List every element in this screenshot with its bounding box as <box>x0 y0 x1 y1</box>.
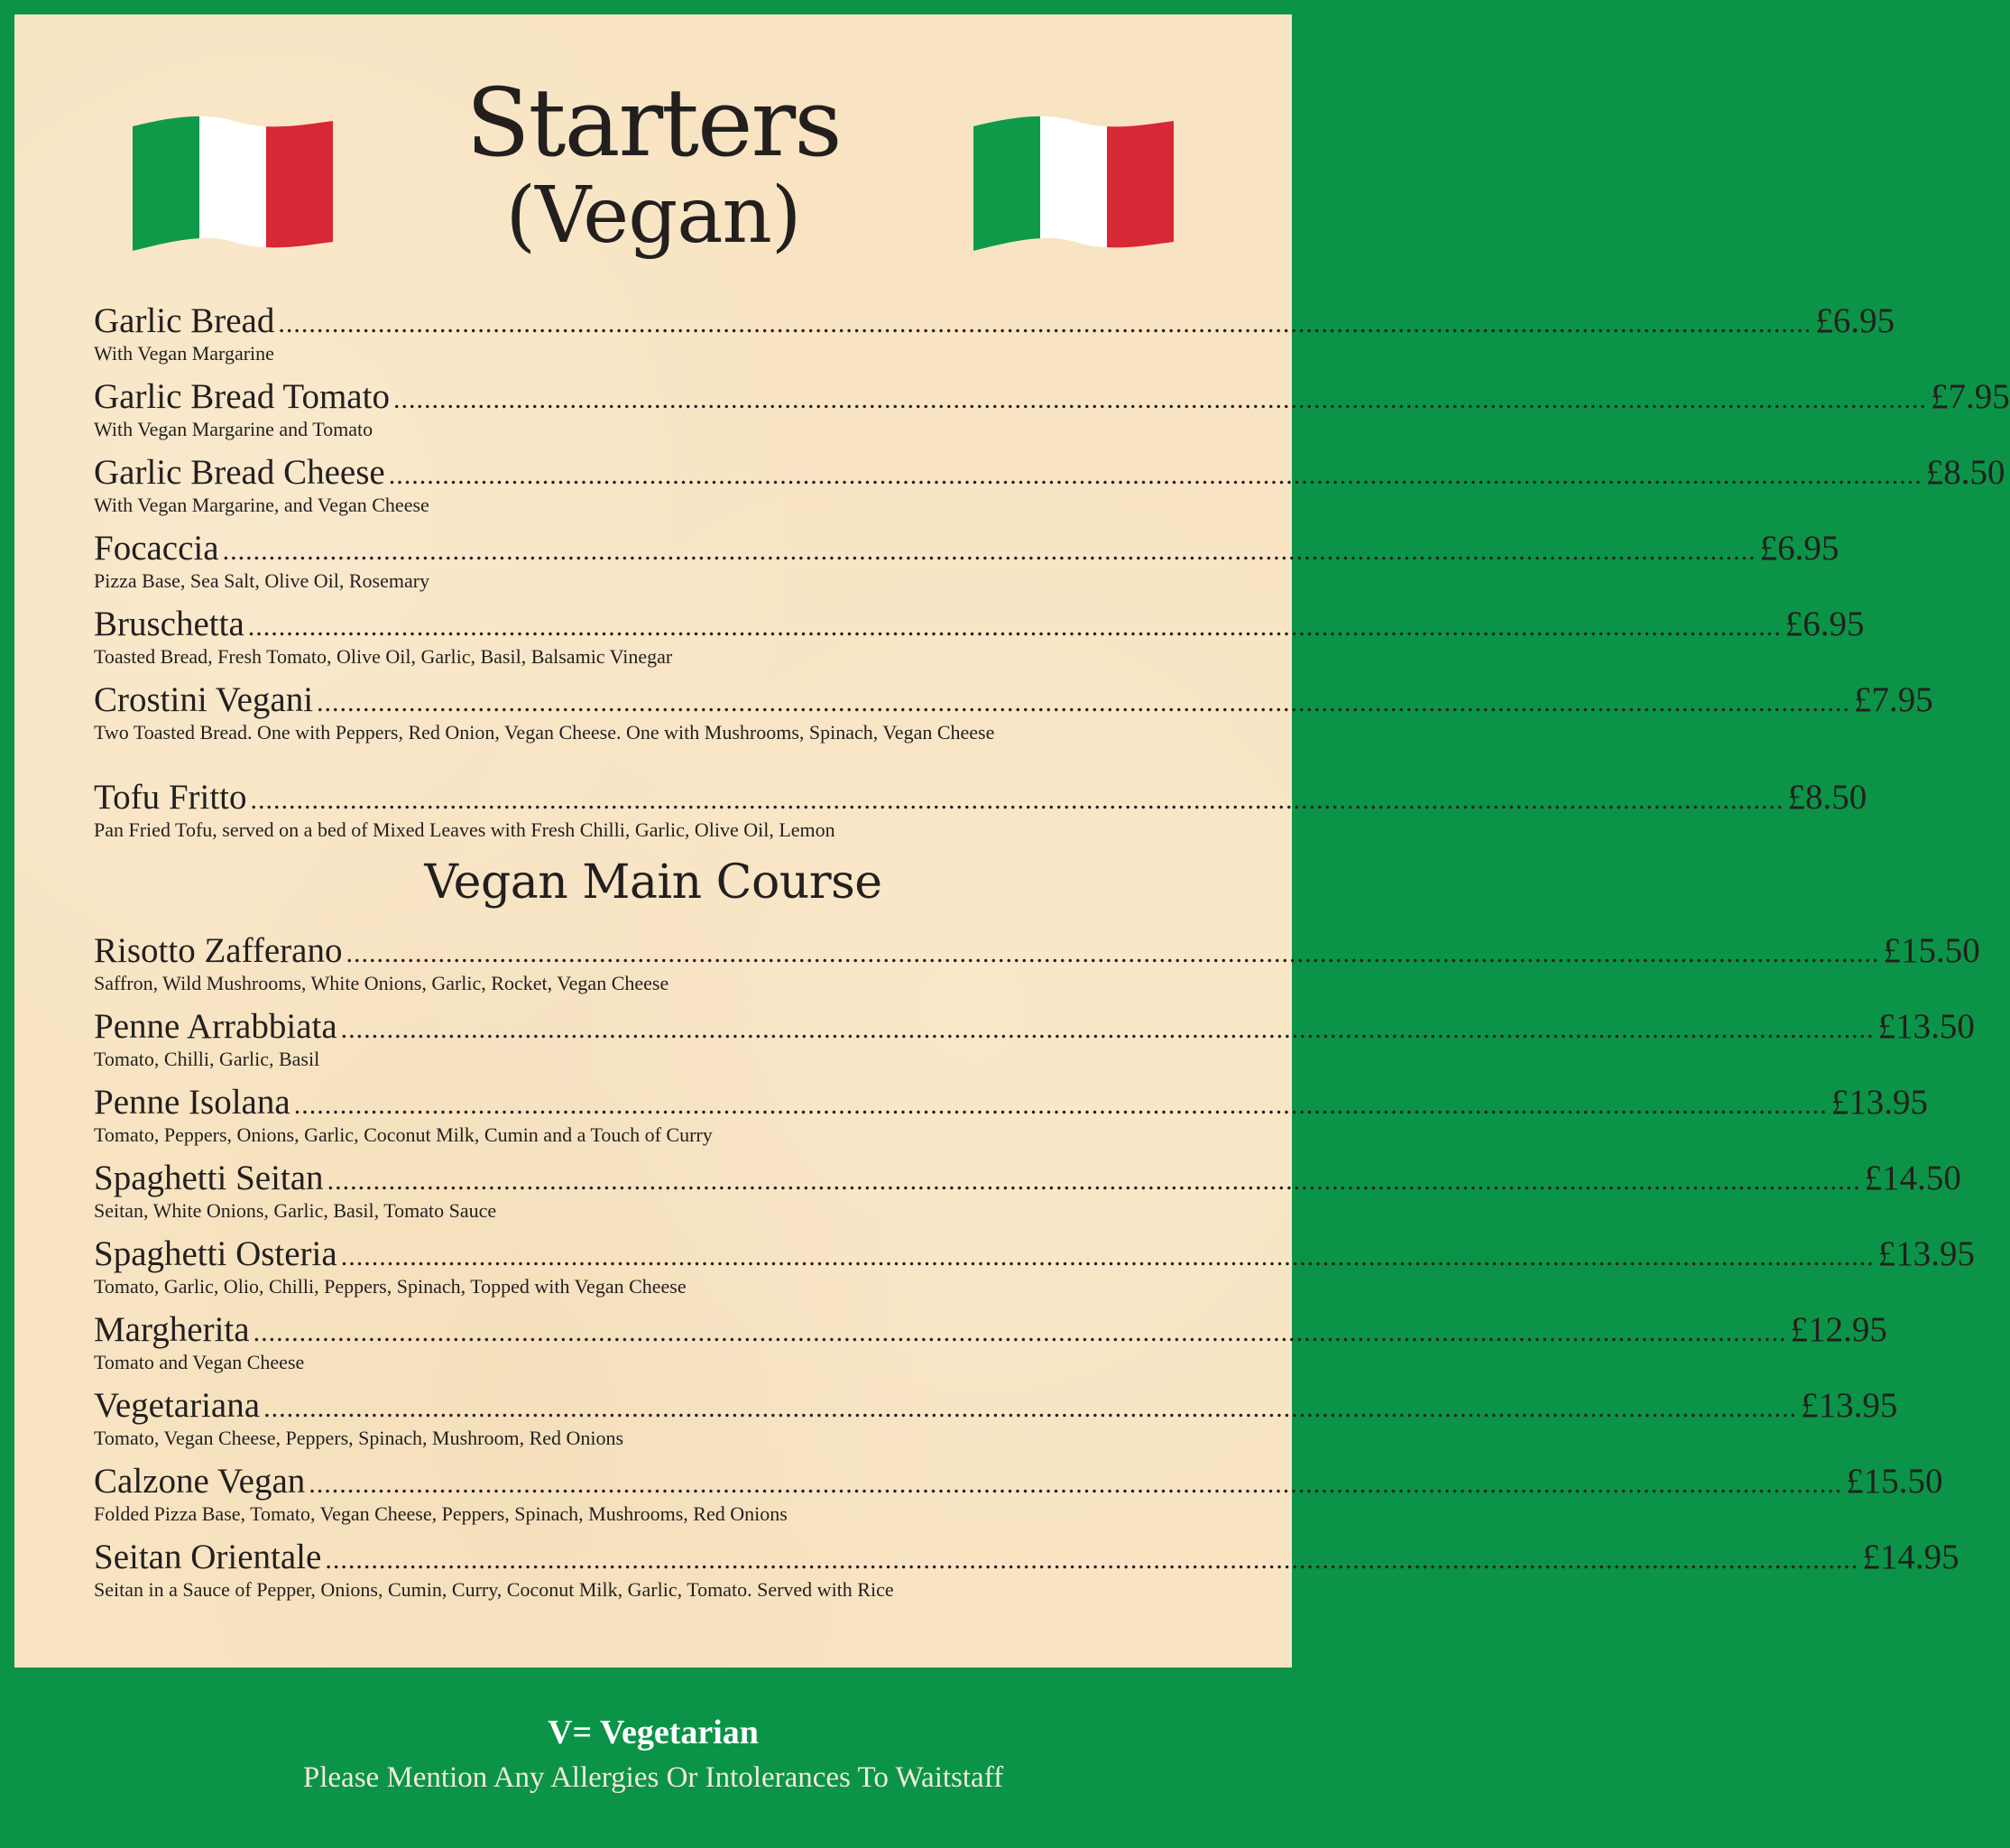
item-name: Seitan Orientale <box>94 1538 322 1576</box>
vegetarian-legend: V= Vegetarian <box>548 1714 759 1751</box>
item-description: Tomato, Chilli, Garlic, Basil <box>94 1048 320 1070</box>
menu-item <box>94 529 1839 592</box>
item-description: Tomato, Peppers, Onions, Garlic, Coconut Milk, Cumin and a Touch of Curry <box>94 1123 713 1146</box>
dot-leader: ........................................................................................................................................................................................................ <box>325 1545 1859 1575</box>
menu-item <box>94 680 1933 744</box>
dot-leader: ........................................................................................................................................................................................................ <box>392 384 1927 414</box>
menu-item <box>94 377 2010 440</box>
menu-item <box>94 453 2005 516</box>
dot-leader: ........................................................................................................................................................................................................ <box>293 1090 1828 1120</box>
item-price: £15.50 <box>1846 1462 1943 1501</box>
dot-leader: ........................................................................................................................................................................................................ <box>388 460 1922 490</box>
item-name: Garlic Bread <box>94 301 275 340</box>
item-name: Calzone Vegan <box>94 1462 306 1501</box>
dot-leader: ........................................................................................................................................................................................................ <box>253 1317 1787 1347</box>
item-price: £15.50 <box>1883 931 1980 970</box>
item-name: Margherita <box>94 1310 250 1349</box>
item-price: £13.95 <box>1877 1234 1975 1273</box>
item-name: Spaghetti Osteria <box>94 1234 337 1273</box>
item-description: With Vegan Margarine, and Vegan Cheese <box>94 494 429 516</box>
item-name: Vegetariana <box>94 1386 261 1425</box>
item-name: Bruschetta <box>94 605 244 643</box>
menu-item <box>94 1234 1975 1298</box>
item-name: Risotto Zafferano <box>94 931 343 970</box>
dot-leader: ........................................................................................................................................................................................................ <box>346 938 1880 968</box>
menu-item <box>94 1538 1959 1601</box>
item-price: £13.95 <box>1801 1386 1898 1425</box>
item-description: Toasted Bread, Fresh Tomato, Olive Oil, Garlic, Basil, Balsamic Vinegar <box>94 645 673 668</box>
item-name: Spaghetti Seitan <box>94 1159 324 1197</box>
menu-item <box>94 605 1865 668</box>
item-price: £14.95 <box>1862 1538 1959 1576</box>
item-price: £8.50 <box>1925 453 2005 492</box>
dot-leader: ........................................................................................................................................................................................................ <box>317 688 1851 717</box>
item-description: Tomato and Vegan Cheese <box>94 1351 305 1373</box>
item-price: £6.95 <box>1784 605 1865 643</box>
dot-leader: ........................................................................................................................................................................................................ <box>278 309 1812 338</box>
menu-item <box>94 778 1867 841</box>
item-description: With Vegan Margarine <box>94 342 274 365</box>
menu-item <box>94 1386 1898 1449</box>
item-description: Tomato, Garlic, Olio, Chilli, Peppers, Spinach, Topped with Vegan Cheese <box>94 1275 687 1298</box>
item-price: £6.95 <box>1815 301 1895 340</box>
menu-item <box>94 1007 1975 1070</box>
menu-item <box>94 931 1980 994</box>
item-price: £6.95 <box>1759 529 1839 568</box>
dot-leader: ........................................................................................................................................................................................................ <box>263 1393 1798 1423</box>
item-description: Pizza Base, Sea Salt, Olive Oil, Rosemary <box>94 569 430 592</box>
page-title: Starters <box>466 68 841 178</box>
menu-item <box>94 1159 1961 1222</box>
dot-leader: ........................................................................................................................................................................................................ <box>247 612 1782 642</box>
item-description: Two Toasted Bread. One with Peppers, Red Onion, Vegan Cheese. One with Mushrooms, Spinach, Vegan Cheese <box>94 721 995 744</box>
item-description: Saffron, Wild Mushrooms, White Onions, Garlic, Rocket, Vegan Cheese <box>94 972 669 994</box>
allergy-note: Please Mention Any Allergies Or Intolerances To Waitstaff <box>302 1761 1004 1794</box>
item-price: £8.50 <box>1787 778 1867 817</box>
item-description: Folded Pizza Base, Tomato, Vegan Cheese, Peppers, Spinach, Mushrooms, Red Onions <box>94 1502 788 1525</box>
dot-leader: ........................................................................................................................................................................................................ <box>340 1014 1875 1044</box>
item-name: Tofu Fritto <box>94 778 247 817</box>
item-price: £7.95 <box>1854 680 1933 719</box>
item-name: Focaccia <box>94 529 219 568</box>
page-subtitle: (Vegan) <box>505 171 801 261</box>
dot-leader: ........................................................................................................................................................................................................ <box>327 1166 1861 1196</box>
menu-item <box>94 1462 1943 1525</box>
section-title: Vegan Main Course <box>424 855 882 910</box>
item-price: £13.95 <box>1830 1083 1928 1122</box>
item-name: Garlic Bread Cheese <box>94 453 385 492</box>
dot-leader: ........................................................................................................................................................................................................ <box>340 1242 1875 1271</box>
item-name: Penne Arrabbiata <box>94 1007 337 1046</box>
dot-leader: ........................................................................................................................................................................................................ <box>309 1469 1843 1499</box>
menu-item <box>94 301 1895 365</box>
dot-leader: ........................................................................................................................................................................................................ <box>222 536 1756 566</box>
item-name: Garlic Bread Tomato <box>94 377 390 416</box>
dot-leader: ........................................................................................................................................................................................................ <box>250 785 1784 815</box>
menu-item <box>94 1310 1887 1373</box>
item-description: Tomato, Vegan Cheese, Peppers, Spinach, Mushroom, Red Onions <box>94 1427 624 1449</box>
item-description: Seitan in a Sauce of Pepper, Onions, Cumin, Curry, Coconut Milk, Garlic, Tomato. Served with Rice <box>94 1578 894 1601</box>
item-description: With Vegan Margarine and Tomato <box>94 418 373 440</box>
item-price: £12.95 <box>1790 1310 1887 1349</box>
item-price: £13.50 <box>1877 1007 1975 1046</box>
item-price: £7.95 <box>1930 377 2010 416</box>
item-description: Seitan, White Onions, Garlic, Basil, Tomato Sauce <box>94 1199 497 1222</box>
menu-item <box>94 1083 1928 1146</box>
item-name: Crostini Vegani <box>94 680 314 719</box>
item-price: £14.50 <box>1864 1159 1961 1197</box>
item-description: Pan Fried Tofu, served on a bed of Mixed Leaves with Fresh Chilli, Garlic, Olive Oil, Lemon <box>94 818 835 841</box>
item-name: Penne Isolana <box>94 1083 290 1122</box>
